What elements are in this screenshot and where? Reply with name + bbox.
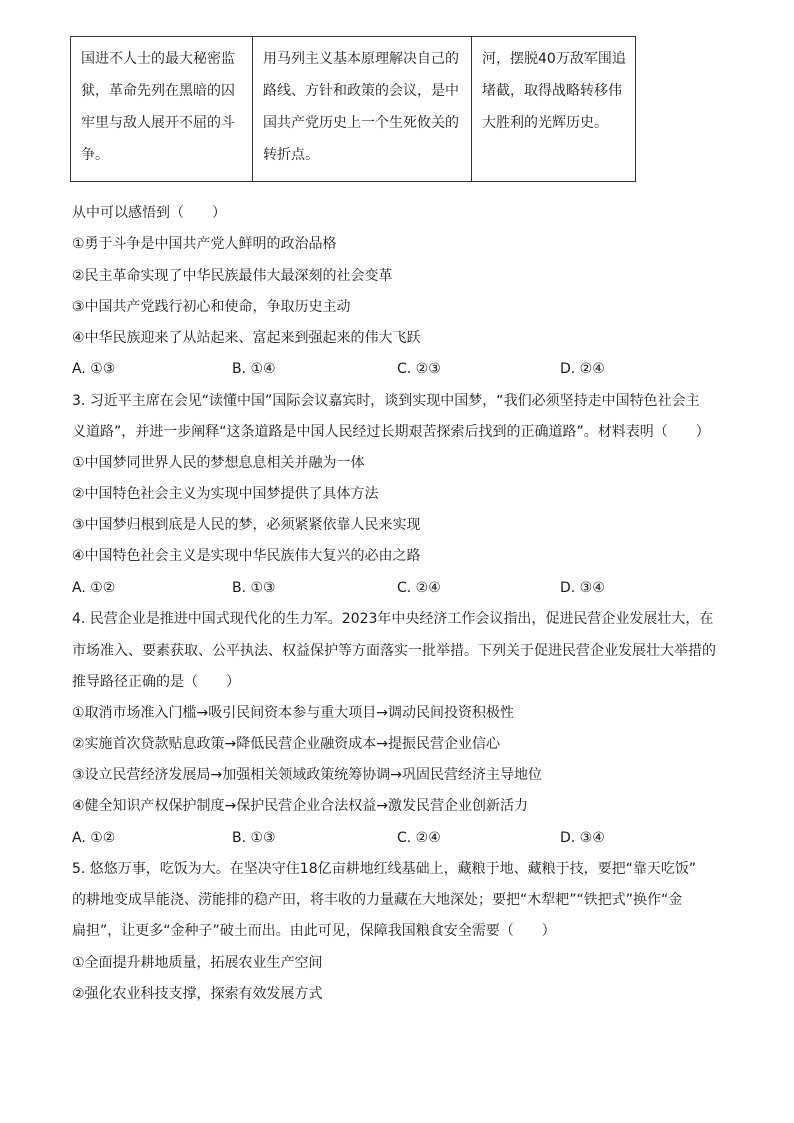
q2-option-a[interactable]: A. ①③	[72, 361, 116, 377]
q2-option-d[interactable]: D. ②④	[560, 361, 605, 377]
q4-stem-line-3: 推导路径正确的是（ ）	[72, 674, 240, 690]
q3-options	[72, 578, 732, 598]
q5-stem-line-3: 扁担”，让更多“金种子”破土而出。由此可见，保障我国粮食安全需要（ ）	[72, 923, 556, 939]
q4-statement-2: ②实施首次贷款贴息政策→降低民营企业融资成本→提振民营企业信心	[72, 736, 501, 752]
q4-stem-line-2: 市场准入、要素获取、公平执法、权益保护等方面落实一批举措。下列关于促进民营企业发展壮大举措的	[72, 643, 716, 659]
history-table	[70, 36, 636, 182]
q4-stem-line-1: 4. 民营企业是推进中国式现代化的生力军。2023年中央经济工作会议指出，促进民营企业发展壮大，在	[72, 611, 714, 627]
table-cell-1: 国进不人士的最大秘密监狱，革命先列在黑暗的囚牢里与敌人展开不屈的斗争。	[71, 37, 253, 182]
q4-options	[72, 828, 732, 848]
q2-option-c[interactable]: C. ②③	[397, 361, 441, 377]
q2-statement-2: ②民主革命实现了中华民族最伟大最深刻的社会变革	[72, 268, 393, 284]
q4-statement-3: ③设立民营经济发展局→加强相关领域政策统筹协调→巩固民营经济主导地位	[72, 767, 543, 783]
q3-statement-2: ②中国特色社会主义为实现中国梦提供了具体方法	[72, 486, 379, 502]
q2-option-b[interactable]: B. ①④	[232, 361, 276, 377]
q4-option-a[interactable]: A. ①②	[72, 830, 116, 846]
q3-stem-line-2: 义道路”，并进一步阐释“这条道路是中国人民经过长期艰苦探索后找到的正确道路”。材料表明（ ）	[72, 424, 710, 440]
q2-statement-4: ④中华民族迎来了从站起来、富起来到强起来的伟大飞跃	[72, 330, 421, 346]
q3-option-b[interactable]: B. ①③	[232, 580, 276, 596]
q4-option-b[interactable]: B. ①③	[232, 830, 276, 846]
q4-statement-4: ④健全知识产权保护制度→保护民营企业合法权益→激发民营企业创新活力	[72, 798, 529, 814]
q4-option-c[interactable]: C. ②④	[397, 830, 441, 846]
q2-statement-1: ①勇于斗争是中国共产党人鲜明的政治品格	[72, 236, 337, 252]
q2-options	[72, 359, 732, 379]
q5-statement-2: ②强化农业科技支撑，探索有效发展方式	[72, 986, 323, 1002]
q2-statement-3: ③中国共产党践行初心和使命，争取历史主动	[72, 299, 351, 315]
table-cell-2: 用马列主义基本原理解决自己的路线、方针和政策的会议，是中国共产党历史上一个生死攸关的转折点。	[253, 37, 472, 182]
table-cell-3: 河，摆脱40万敌军围追堵截，取得战略转移伟大胜利的光辉历史。	[472, 37, 636, 182]
q3-option-a[interactable]: A. ①②	[72, 580, 116, 596]
q4-statement-1: ①取消市场准入门槛→吸引民间资本参与重大项目→调动民间投资积极性	[72, 705, 515, 721]
q3-option-d[interactable]: D. ③④	[560, 580, 605, 596]
q5-statement-1: ①全面提升耕地质量，拓展农业生产空间	[72, 955, 323, 971]
q5-stem-line-1: 5. 悠悠万事，吃饭为大。在坚决守住18亿亩耕地红线基础上，藏粮于地、藏粮于技，要把“靠天吃饭”	[72, 861, 697, 877]
q3-statement-3: ③中国梦归根到底是人民的梦，必须紧紧依靠人民来实现	[72, 517, 421, 533]
q3-statement-4: ④中国特色社会主义是实现中华民族伟大复兴的必由之路	[72, 548, 421, 564]
q3-statement-1: ①中国梦同世界人民的梦想息息相关并融为一体	[72, 455, 365, 471]
q4-option-d[interactable]: D. ③④	[560, 830, 605, 846]
q5-stem-line-2: 的耕地变成旱能浇、涝能排的稳产田，将丰收的力量藏在大地深处；要把“木犁耙”“铁把式”换作“金	[72, 892, 683, 908]
table-row	[71, 37, 636, 182]
q2-stem: 从中可以感悟到（ ）	[72, 205, 226, 221]
q3-option-c[interactable]: C. ②④	[397, 580, 441, 596]
q3-stem-line-1: 3. 习近平主席在会见“读懂中国”国际会议嘉宾时，谈到实现中国梦，“我们必须坚持走中国特色社会主	[72, 393, 700, 409]
